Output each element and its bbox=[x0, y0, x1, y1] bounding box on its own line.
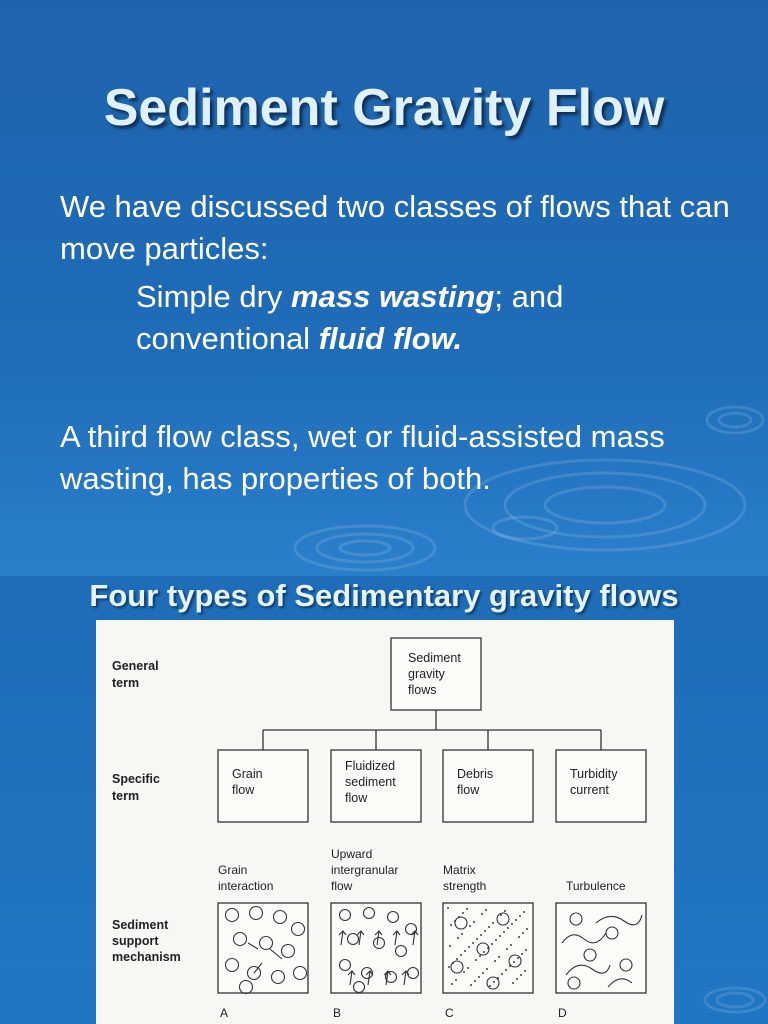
matrix-dot bbox=[482, 972, 484, 974]
slide-title: Sediment Gravity Flow bbox=[103, 79, 665, 137]
row-label-specific-line: Specific bbox=[112, 772, 160, 786]
sediment-gravity-flow-diagram bbox=[96, 620, 674, 1024]
row-label-support-line: mechanism bbox=[112, 950, 181, 964]
matrix-dot bbox=[489, 985, 491, 987]
row-label-support-line: Sediment bbox=[112, 918, 169, 932]
mechanism-label-line: strength bbox=[443, 879, 487, 893]
flow-type-label-line: current bbox=[570, 783, 609, 797]
mechanism-box bbox=[218, 903, 308, 993]
matrix-dot bbox=[518, 936, 520, 938]
flow-type-label-line: Turbidity bbox=[570, 767, 618, 781]
matrix-dot bbox=[457, 937, 459, 939]
matrix-dot bbox=[472, 942, 474, 944]
row-label-support-line: support bbox=[112, 934, 159, 948]
matrix-dot bbox=[462, 912, 464, 914]
matrix-dot bbox=[485, 909, 487, 911]
matrix-dot bbox=[500, 914, 502, 916]
panel-letter: B bbox=[333, 1006, 342, 1020]
row-label-general bbox=[112, 659, 159, 690]
matrix-dot bbox=[473, 921, 475, 923]
matrix-dot bbox=[447, 907, 449, 909]
mechanism-label-line: interaction bbox=[218, 879, 274, 893]
matrix-dot bbox=[517, 957, 519, 959]
matrix-dot bbox=[448, 966, 450, 968]
matrix-dot bbox=[494, 960, 496, 962]
matrix-dot bbox=[505, 969, 507, 971]
flow-type-label-line: flow bbox=[457, 783, 480, 797]
matrix-dot bbox=[512, 982, 514, 984]
matrix-dot bbox=[513, 961, 515, 963]
matrix-dot bbox=[456, 958, 458, 960]
matrix-dot bbox=[499, 935, 501, 937]
text-segment: Simple dry bbox=[136, 279, 292, 314]
matrix-dot bbox=[455, 979, 457, 981]
matrix-dot bbox=[451, 983, 453, 985]
mechanism-label-line: Grain bbox=[218, 863, 248, 877]
flow-type-label-line: flow bbox=[232, 783, 255, 797]
matrix-dot bbox=[463, 971, 465, 973]
matrix-dot bbox=[525, 949, 527, 951]
panel-letter: A bbox=[220, 1006, 229, 1020]
panel-letter: D bbox=[558, 1006, 567, 1020]
flow-type-label-line: Debris bbox=[457, 767, 494, 781]
matrix-dot bbox=[515, 919, 517, 921]
root-label-line: gravity bbox=[408, 667, 445, 681]
flow-type-label-line: flow bbox=[345, 791, 368, 805]
flow-type-label-line: Grain bbox=[232, 767, 263, 781]
matrix-dot bbox=[467, 967, 469, 969]
figure-heading: Four types of Sedimentary gravity flows bbox=[89, 578, 679, 613]
row-label-general-line: General bbox=[112, 659, 159, 673]
matrix-dot bbox=[522, 932, 524, 934]
matrix-dot bbox=[484, 930, 486, 932]
root-label-line: flows bbox=[408, 683, 437, 697]
third-class-paragraph: A third flow class, wet or fluid-assisted mass wasting, has properties of both. bbox=[60, 419, 665, 496]
flow-type-label-line: sediment bbox=[345, 775, 396, 789]
matrix-dot bbox=[483, 951, 485, 953]
matrix-dot bbox=[466, 908, 468, 910]
matrix-dot bbox=[491, 943, 493, 945]
matrix-dot bbox=[476, 938, 478, 940]
flow-type-label-line: Fluidized bbox=[345, 759, 396, 773]
matrix-dot bbox=[468, 946, 470, 948]
matrix-dot bbox=[520, 974, 522, 976]
matrix-dot bbox=[495, 939, 497, 941]
row-label-support bbox=[112, 918, 181, 964]
mechanism-label-line: Turbulence bbox=[566, 879, 626, 893]
matrix-dot bbox=[475, 959, 477, 961]
matrix-dot bbox=[521, 953, 523, 955]
matrix-dot bbox=[450, 924, 452, 926]
panel-letter: C bbox=[445, 1006, 454, 1020]
flow-classes-paragraph bbox=[136, 276, 736, 360]
emphasis-mass-wasting: mass wasting bbox=[291, 279, 495, 314]
emphasis-fluid-flow: fluid flow. bbox=[318, 321, 463, 356]
row-label-specific-line: term bbox=[112, 789, 140, 803]
matrix-dot bbox=[480, 934, 482, 936]
mechanism-label bbox=[566, 879, 626, 893]
matrix-dot bbox=[510, 944, 512, 946]
matrix-dot bbox=[470, 984, 472, 986]
intro-paragraph: We have discussed two classes of flows that can move particles: bbox=[60, 189, 730, 266]
matrix-dot bbox=[486, 968, 488, 970]
mechanism-label bbox=[218, 863, 273, 893]
matrix-dot bbox=[481, 913, 483, 915]
matrix-dot bbox=[469, 925, 471, 927]
mechanism-label-line: Matrix bbox=[443, 863, 476, 877]
matrix-dot bbox=[460, 954, 462, 956]
matrix-dot bbox=[498, 956, 500, 958]
root-label-line: Sediment bbox=[408, 651, 461, 665]
matrix-dot bbox=[449, 945, 451, 947]
matrix-dot bbox=[488, 926, 490, 928]
matrix-dot bbox=[516, 978, 518, 980]
matrix-dot bbox=[461, 933, 463, 935]
matrix-dot bbox=[523, 911, 525, 913]
matrix-dot bbox=[503, 931, 505, 933]
matrix-dot bbox=[507, 927, 509, 929]
mechanism-label-line: intergranular bbox=[331, 863, 399, 877]
matrix-dot bbox=[479, 955, 481, 957]
matrix-dot bbox=[506, 948, 508, 950]
diagram-canvas bbox=[96, 620, 674, 1024]
matrix-dot bbox=[526, 928, 528, 930]
text-segment: ; and conventional bbox=[136, 279, 564, 356]
mechanism-label-line: flow bbox=[331, 879, 353, 893]
matrix-dot bbox=[478, 976, 480, 978]
mechanism-label-line: Upward bbox=[331, 847, 373, 861]
row-label-general-line: term bbox=[112, 676, 140, 690]
mechanism-label bbox=[331, 847, 398, 893]
matrix-dot bbox=[524, 970, 526, 972]
matrix-dot bbox=[504, 910, 506, 912]
matrix-dot bbox=[474, 980, 476, 982]
matrix-dot bbox=[464, 950, 466, 952]
matrix-dot bbox=[492, 922, 494, 924]
matrix-dot bbox=[511, 923, 513, 925]
row-label-specific bbox=[112, 772, 160, 803]
mechanism-label bbox=[443, 863, 486, 893]
matrix-dot bbox=[501, 973, 503, 975]
matrix-dot bbox=[493, 981, 495, 983]
matrix-dot bbox=[519, 915, 521, 917]
